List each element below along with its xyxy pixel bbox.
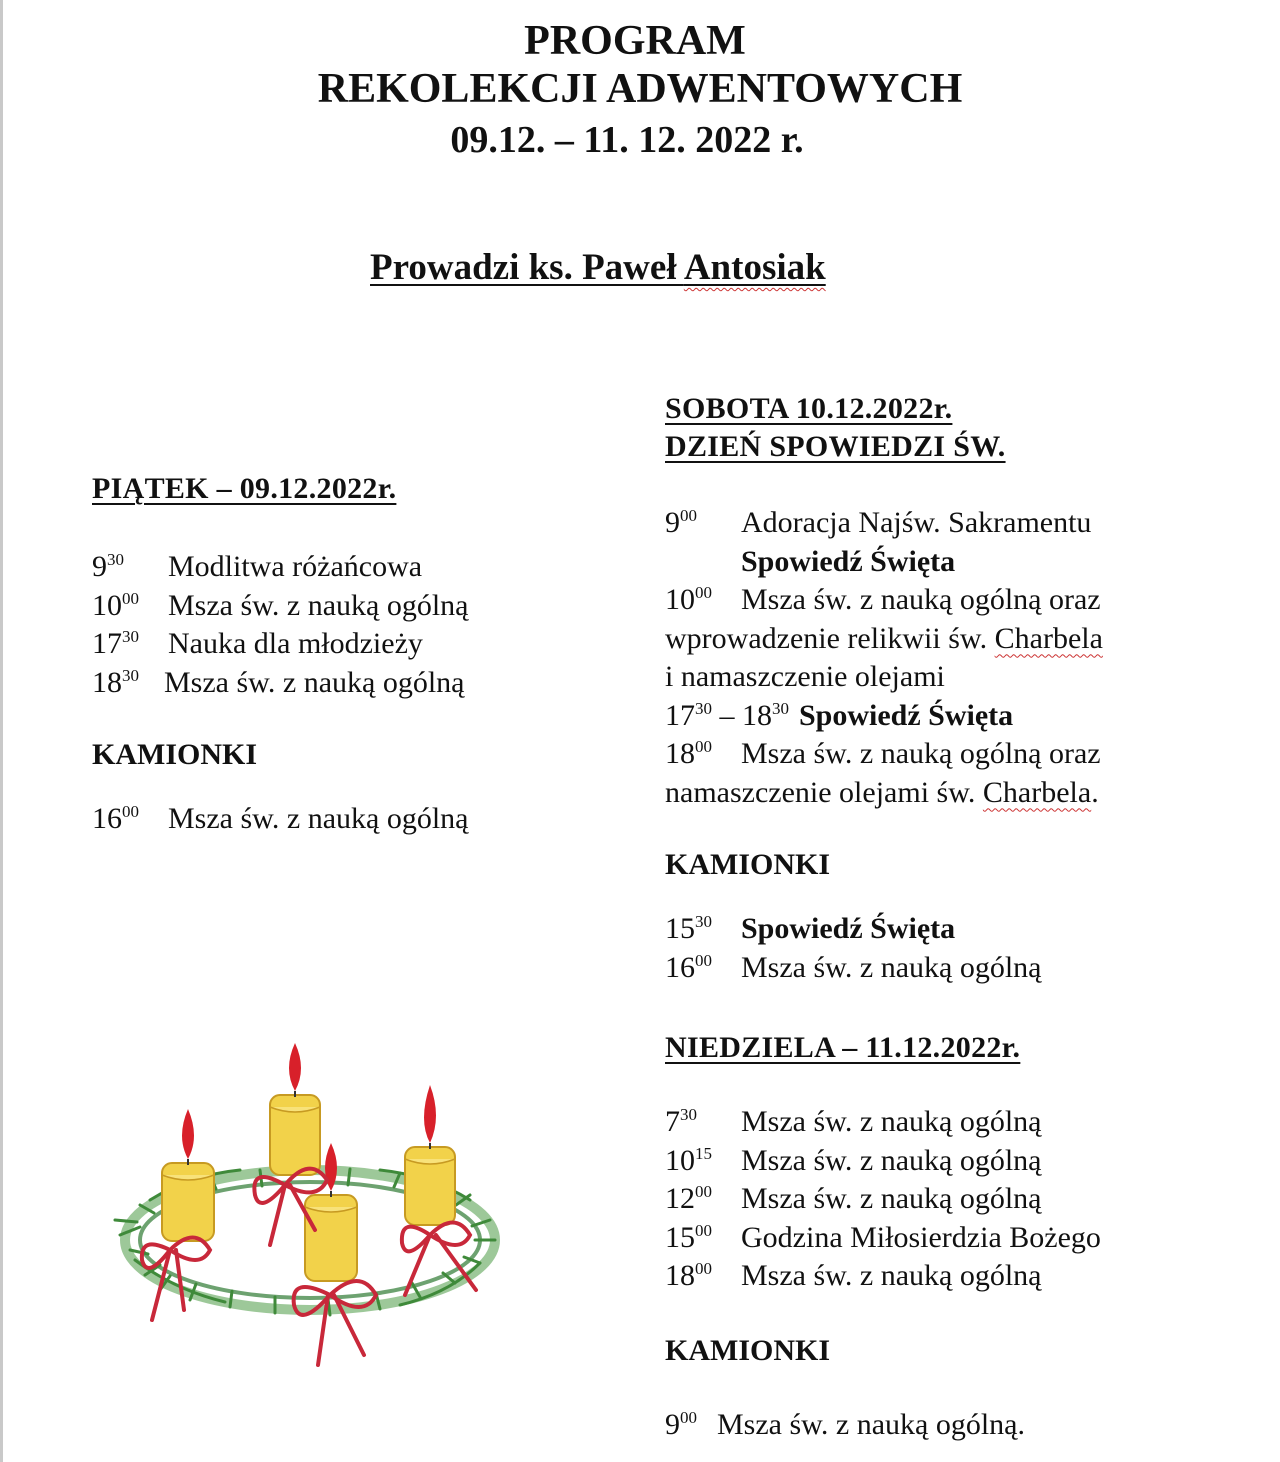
leader-surname: Antosiak xyxy=(683,247,826,288)
friday-title: PIĄTEK – 09.12.2022r. xyxy=(92,472,397,505)
schedule-item: $9^{00}$ Adoracja Najśw. Sakramentu xyxy=(665,506,1092,539)
schedule-item: $17^{30}$ Nauka dla młodzieży xyxy=(92,627,423,660)
schedule-item-cont: i namaszczenie olejami xyxy=(665,660,945,693)
saturday-sunday-section xyxy=(665,390,1255,1444)
schedule-item: $7^{30}$ Msza św. z nauką ogólną xyxy=(665,1105,1042,1138)
schedule-item: $12^{00}$ Msza św. z nauką ogólną xyxy=(665,1182,1042,1215)
schedule-item-cont: namaszczenie olejami św. Charbela. xyxy=(665,775,1099,809)
schedule-item: $18^{30}$ Msza św. z nauką ogólną xyxy=(92,665,465,699)
saturday-title: SOBOTA 10.12.2022r. xyxy=(665,392,953,425)
schedule-item: $10^{00}$ Msza św. z nauką ogólną xyxy=(92,588,469,622)
header-line-title: REKOLEKCJI ADWENTOWYCH xyxy=(317,66,963,112)
schedule-item: $9^{30}$ Modlitwa różańcowa xyxy=(92,550,423,583)
schedule-item: $15^{30}$ Spowiedź Święta xyxy=(665,912,956,945)
friday-kamionki-title: KAMIONKI xyxy=(92,738,257,771)
header-line-dates: 09.12. – 11. 12. 2022 r. xyxy=(450,119,804,161)
friday-section xyxy=(92,470,612,839)
schedule-item: $10^{00}$ Msza św. z nauką ogólną oraz xyxy=(665,583,1101,616)
page-header xyxy=(0,18,1280,166)
page-edge xyxy=(0,0,3,1462)
saturday-kamionki-title: KAMIONKI xyxy=(665,848,830,881)
schedule-item: $17^{30} - 18^{30}$ Spowiedź Święta xyxy=(665,698,1014,732)
schedule-item-cont: wprowadzenie relikwii św. Charbela xyxy=(665,621,1103,655)
advent-wreath-icon xyxy=(100,1035,520,1375)
schedule-item: $10^{15}$ Msza św. z nauką ogólną xyxy=(665,1143,1042,1177)
schedule-item: $9^{00}$ Msza św. z nauką ogólną. xyxy=(665,1407,1025,1441)
retreat-leader xyxy=(370,246,826,289)
header-line-program: PROGRAM xyxy=(524,18,746,64)
schedule-item: $18^{00}$ Msza św. z nauką ogólną xyxy=(665,1259,1042,1292)
schedule-item: $16^{00}$ Msza św. z nauką ogólną xyxy=(92,802,469,835)
saturday-subtitle: DZIEŃ SPOWIEDZI ŚW. xyxy=(665,430,1006,463)
sunday-kamionki-title: KAMIONKI xyxy=(665,1333,830,1367)
leader-prefix: Prowadzi ks. Paweł xyxy=(370,247,684,288)
schedule-item: $15^{00}$ Godzina Miłosierdzia Bożego xyxy=(665,1220,1101,1254)
confession-label: Spowiedź Święta xyxy=(741,544,956,578)
schedule-item: $16^{00}$ Msza św. z nauką ogólną xyxy=(665,950,1042,984)
schedule-item: $18^{00}$ Msza św. z nauką ogólną oraz xyxy=(665,737,1101,770)
sunday-title: NIEDZIELA – 11.12.2022r. xyxy=(665,1031,1021,1064)
